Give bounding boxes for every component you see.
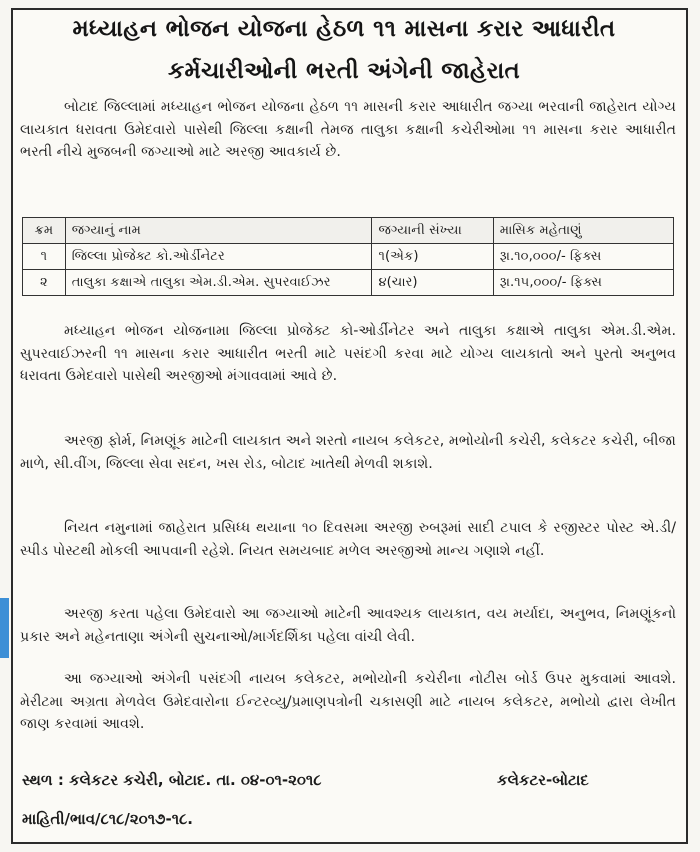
- footer-reference: માહિતી/ભાવ/૮૧૮/૨૦૧૭-૧૮.: [22, 810, 193, 828]
- paragraph-recruitment: મધ્યાહન ભોજન યોજનામા જિલ્લા પ્રોજેક્ટ કો-ઓર્ડીનેટર અને તાલુકા કક્ષાએ તાલુકા એમ.ડી.એમ. સુપરવાઈઝરની ૧૧ માસના કરાર આધારીત ભરતી માટે પસંદગી કરવા માટે યોગ્ય લાયકાતો અને પુરતો અનુભવ ધરાવતા ઉમેદવારો પાસેથી અરજીઓ મંગાવવામાં આવે છે.: [20, 323, 676, 384]
- vacancy-table: [22, 217, 674, 296]
- cell-post-count: ૧(એક): [372, 244, 493, 270]
- paragraph-application-form: અરજી ફોર્મ, નિમણૂંક માટેની લાયકાત અને શરતો નાયબ કલેકટર, મભોયોની કચેરી, કલેકટર કચેરી, બીજા માળે, સી.વીંગ, જિલ્લા સેવા સદન, ખસ રોડ, બોટાદ ખાતેથી મેળવી શકાશે.: [20, 433, 676, 472]
- intro-paragraph: બોટાદ જિલ્લામાં મધ્યાહન ભોજન યોજના હેઠળ ૧૧ માસની કરાર આધારીત જગ્યા ભરવાની જાહેરાત યોગ્ય લાયકાત ધરાવતા ઉમેદવારો પાસેથી જિલ્લા કક્ષાની તેમજ તાલુકા કક્ષાની કચેરીઓમા ૧૧ માસના કરાર આધારીત ભરતી નીચે મુજબની જગ્યાઓ માટે અરજી આવકાર્ય છે.: [20, 99, 677, 160]
- footer-signatory: કલેકટર-બોટાદ: [497, 771, 589, 789]
- paragraph-selection: આ જગ્યાઓ અંગેની પસંદગી નાયબ કલેકટર, મભોયોની કચેરીના નોટીસ બોર્ડ ઉપર મુકવામાં આવશે. મેરીટમા અગ્રતા મેળવેલ ઉમેદવારોના ઈન્ટરવ્યુ/પ્રમાણપત્રોની ચકાસણી માટે નાયબ કલેકટર, મભોયો દ્વારા લેખીત જાણ કરવામાં આવશે.: [20, 671, 676, 732]
- cell-serial: ૨: [23, 270, 66, 296]
- table-row: [23, 270, 674, 296]
- left-edge-strip: [0, 598, 9, 658]
- heading-line-1: મધ્યાહન ભોજન યોજના હેઠળ ૧૧ માસના કરાર આધારીત: [72, 16, 616, 42]
- cell-post-name: જિલ્લા પ્રોજેક્ટ કો.ઓર્ડીનેટર: [65, 244, 372, 270]
- table-row: [23, 244, 674, 270]
- footer-place-date: સ્થળ : કલેકટર કચેરી, બોટાદ. તા. ૦૪-૦૧-૨૦૧૮: [22, 771, 322, 789]
- heading-line-2: કર્મચારીઓની ભરતી અંગેની જાહેરાત: [167, 58, 521, 84]
- paragraph-instructions: અરજી કરતા પહેલા ઉમેદવારો આ જગ્યાઓ માટેની આવશ્યક લાયકાત, વય મર્યાદા, અનુભવ, નિમણૂંકનો પ્રકાર અને મહેનતાણા અંગેની સુચનાઓ/માર્ગદર્શિકા પહેલા વાંચી લેવી.: [20, 606, 676, 645]
- cell-post-name: તાલુકા કક્ષાએ તાલુકા એમ.ડી.એમ. સુપરવાઈઝર: [65, 270, 372, 296]
- header-serial: ક્રમ: [23, 218, 66, 244]
- header-monthly-pay: માસિક મહેતાણું: [493, 218, 673, 244]
- header-post-count: જગ્યાની સંખ્યા: [372, 218, 493, 244]
- cell-monthly-pay: રૂા.૧૫,૦૦૦/- ફિક્સ: [493, 270, 673, 296]
- cell-serial: ૧: [23, 244, 66, 270]
- paragraph-submission: નિયત નમુનામાં જાહેરાત પ્રસિધ્ધ થયાના ૧૦ દિવસમા અરજી રુબરૂમાં સાદી ટપાલ કે રજીસ્ટર પોસ્ટ એ.ડી/સ્પીડ પોસ્ટથી મોકલી આપવાની રહેશે. નિયત સમયબાદ મળેલ અરજીઓ માન્ય ગણાશે નહીં.: [20, 520, 676, 559]
- table-header-row: [23, 218, 674, 244]
- cell-monthly-pay: રૂા.૧૦,૦૦૦/- ફિક્સ: [493, 244, 673, 270]
- header-post-name: જગ્યાનું નામ: [65, 218, 372, 244]
- cell-post-count: ૪(ચાર): [372, 270, 493, 296]
